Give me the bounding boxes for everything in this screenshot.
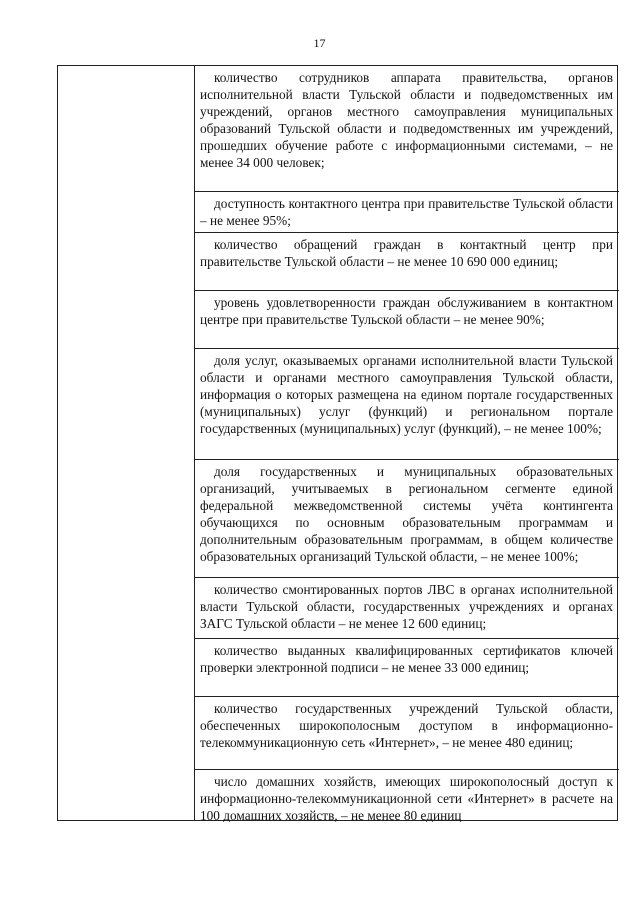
- indicator-education-organizations-share: доля государственных и муниципальных образовательных организаций, учитываемых в региональном сегменте единой федеральной межведомственной системы учёта контингента обучающихся по основным образовательным программам и дополнительным образовательным программам, в общем количестве образовательных организаций Тульской области, – не менее 100%;: [195, 459, 619, 577]
- indicator-citizen-requests: количество обращений граждан в контактный центр при правительстве Тульской области – не менее 10 690 000 единиц;: [195, 232, 619, 290]
- indicators-table: [57, 65, 618, 821]
- indicator-broadband-households: число домашних хозяйств, имеющих широкополосный доступ к информационно-телекоммуникационной сети «Интернет» в расчете на 100 домашних хозяйств, – не менее 80 единиц: [195, 769, 619, 822]
- indicator-broadband-institutions: количество государственных учреждений Тульской области, обеспеченных широкополосным доступом в информационно-телекоммуникационную сеть «Интернет», – не менее 480 единиц;: [195, 696, 619, 769]
- table-right-cell: [195, 66, 619, 820]
- page-number: 17: [313, 36, 326, 50]
- table-left-cell: [58, 66, 195, 820]
- indicator-lan-ports: количество смонтированных портов ЛВС в органах исполнительной власти Тульской области, государственных учреждениях и органах ЗАГС Тульской области – не менее 12 600 единиц;: [195, 577, 619, 638]
- indicator-services-portal-share: доля услуг, оказываемых органами исполнительной власти Тульской области и органами местного самоуправления Тульской области, информация о которых размещена на едином портале государственных (муниципальных) услуг (функций) и региональном портале государственных (муниципальных) услуг (функций), – не менее 100%;: [195, 348, 619, 459]
- indicator-signature-certificates: количество выданных квалифицированных сертификатов ключей проверки электронной подписи – не менее 33 000 единиц;: [195, 638, 619, 696]
- indicator-satisfaction-level: уровень удовлетворенности граждан обслуживанием в контактном центре при правительстве Тульской области – не менее 90%;: [195, 290, 619, 348]
- indicator-contact-center-availability: доступность контактного центра при правительстве Тульской области – не менее 95%;: [195, 191, 619, 232]
- indicator-staff-training: количество сотрудников аппарата правительства, органов исполнительной власти Тульской области и подведомственных им учреждений, органов местного самоуправления муниципальных образований Тульской области и подведомственных им учреждений, прошедших обучение работе с информационными системами, – не менее 34 000 человек;: [200, 70, 613, 170]
